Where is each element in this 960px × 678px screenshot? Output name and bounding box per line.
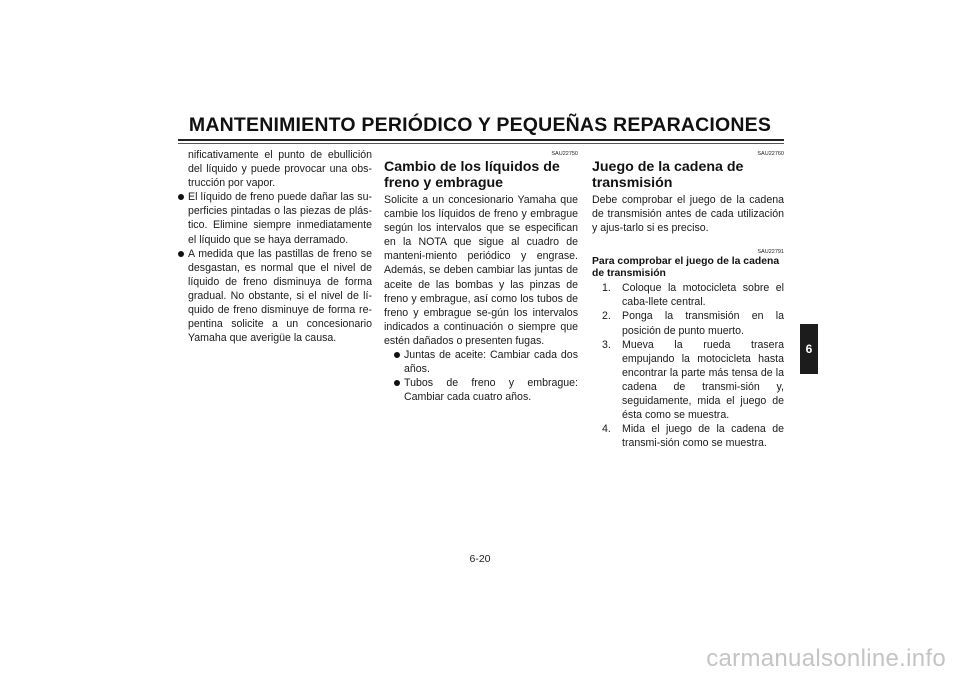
header-rule-thick — [178, 139, 784, 141]
watermark: carmanualsonline.info — [706, 645, 946, 672]
step-text: Ponga la transmisión en la posición de punto muerto. — [622, 310, 784, 337]
column-left — [178, 148, 372, 345]
section-code: SAU22760 — [757, 151, 784, 157]
step-item — [602, 338, 784, 423]
list-item-text: Tubos de freno y embrague: Cambiar cada cuatro años. — [404, 377, 578, 404]
list-item — [178, 190, 372, 246]
step-number: 1. — [602, 282, 611, 295]
header-rule-thin — [178, 143, 784, 144]
list-item — [394, 348, 578, 376]
page-title: MANTENIMIENTO PERIÓDICO Y PEQUEÑAS REPARACIONES — [188, 114, 772, 136]
continuation-paragraph: nificativamente el punto de ebullición del líquido y puede provocar una obs-trucción por vapor. — [188, 149, 372, 190]
step-item — [602, 281, 784, 309]
section-heading: Juego de la cadena de transmisión — [592, 159, 744, 191]
bullet-list — [178, 190, 372, 345]
step-list — [592, 281, 784, 450]
step-number: 4. — [602, 423, 611, 436]
section-body: Solicite a un concesionario Yamaha que cambie los líquidos de freno y embrague según los intervalos que se especifican en la NOTA que sigue al cuadro de manteni-miento periódico y engrase. Además, se deben cambiar las juntas de aceite de las bombas y las pinzas de freno y embrague, así como los tubos de freno y embrague se-gún los intervalos indicados a continuación o siempre que estén dañados o presenten fugas. — [384, 194, 578, 347]
bullet-icon — [178, 194, 184, 200]
column-middle — [384, 148, 578, 404]
list-item — [178, 247, 372, 346]
list-item-text: El líquido de freno puede dañar las su-perficies pintadas o las piezas de plás-tico. Elimine siempre inmediatamente el líquido que se haya derramado. — [188, 191, 372, 246]
step-text: Coloque la motocicleta sobre el caba-llete central. — [622, 282, 784, 309]
bullet-icon — [394, 352, 400, 358]
chapter-tab: 6 — [800, 324, 818, 374]
step-number: 3. — [602, 338, 611, 351]
step-item — [602, 309, 784, 337]
subsection-heading: Para comprobar el juego de la cadena de transmisión — [592, 256, 780, 280]
step-number: 2. — [602, 310, 611, 323]
section-code: SAU22750 — [551, 151, 578, 157]
step-text: Mida el juego de la cadena de transmi-sión como se muestra. — [622, 423, 784, 450]
bullet-icon — [178, 251, 184, 257]
section-body: Debe comprobar el juego de la cadena de transmisión antes de cada utilización y ajus-tarlo si es preciso. — [592, 194, 784, 235]
column-right — [592, 148, 784, 450]
step-item — [602, 422, 784, 450]
subsection-code: SAU22791 — [757, 249, 784, 256]
section-heading: Cambio de los líquidos de freno y embrague — [384, 159, 560, 191]
list-item — [394, 376, 578, 404]
bullet-icon — [394, 380, 400, 386]
list-item-text: Juntas de aceite: Cambiar cada dos años. — [404, 349, 578, 376]
list-item-text: A medida que las pastillas de freno se desgastan, es normal que el nivel de líquido de freno disminuya de forma gradual. No obstante, si el nivel de lí-quido de freno disminuye de forma re-pentina solicite a un concesionario Yamaha que averigüe la causa. — [188, 247, 372, 345]
step-text: Mueva la rueda trasera empujando la motocicleta hasta encontrar la parte más tensa de la cadena de transmi-sión y, seguidamente, mida el juego de ésta como se muestra. — [622, 338, 784, 422]
bullet-list — [394, 348, 578, 404]
page-number: 6-20 — [469, 553, 491, 565]
